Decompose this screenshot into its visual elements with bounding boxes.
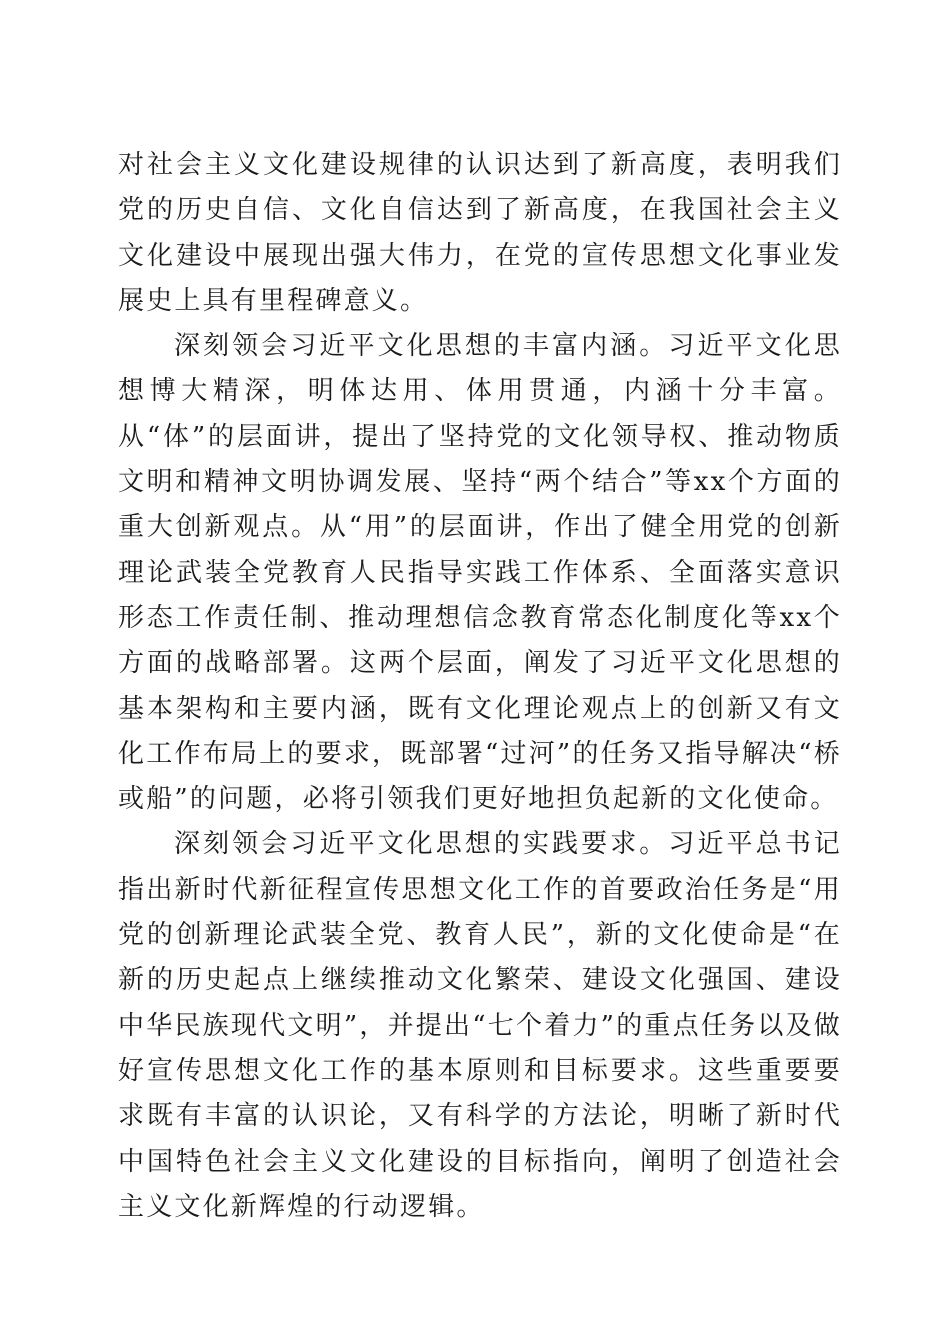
paragraph-rich-connotation: 深刻领会习近平文化思想的丰富内涵。习近平文化思想博大精深，明体达用、体用贯通，内涵十分丰富。从“体”的层面讲，提出了坚持党的文化领导权、推动物质文明和精神文明协调发展、坚持“两个结合”等xx个方面的重大创新观点。从“用”的层面讲，作出了健全用党的创新理论武装全党教育人民指导实践工作体系、全面落实意识形态工作责任制、推动理想信念教育常态化制度化等xx个方面的战略部署。这两个层面，阐发了习近平文化思想的基本架构和主要内涵，既有文化理论观点上的创新又有文化工作布局上的要求，既部署“过河”的任务又指导解决“桥或船”的问题，必将引领我们更好地担负起新的文化使命。: [118, 331, 842, 815]
paragraph-continuation: 对社会主义文化建设规律的认识达到了新高度，表明我们党的历史自信、文化自信达到了新高度，在我国社会主义文化建设中展现出强大伟力，在党的宣传思想文化事业发展史上具有里程碑意义。: [118, 150, 842, 316]
paragraph-practical-requirements: 深刻领会习近平文化思想的实践要求。习近平总书记指出新时代新征程宣传思想文化工作的首要政治任务是“用党的创新理论武装全党、教育人民”，新的文化使命是“在新的历史起点上继续推动文化繁荣、建设文化强国、建设中华民族现代文明”，并提出“七个着力”的重点任务以及做好宣传思想文化工作的基本原则和目标要求。这些重要要求既有丰富的认识论，又有科学的方法论，明晰了新时代中国特色社会主义文化建设的目标指向，阐明了创造社会主义文化新辉煌的行动逻辑。: [118, 829, 842, 1222]
document-body: [118, 143, 842, 1230]
